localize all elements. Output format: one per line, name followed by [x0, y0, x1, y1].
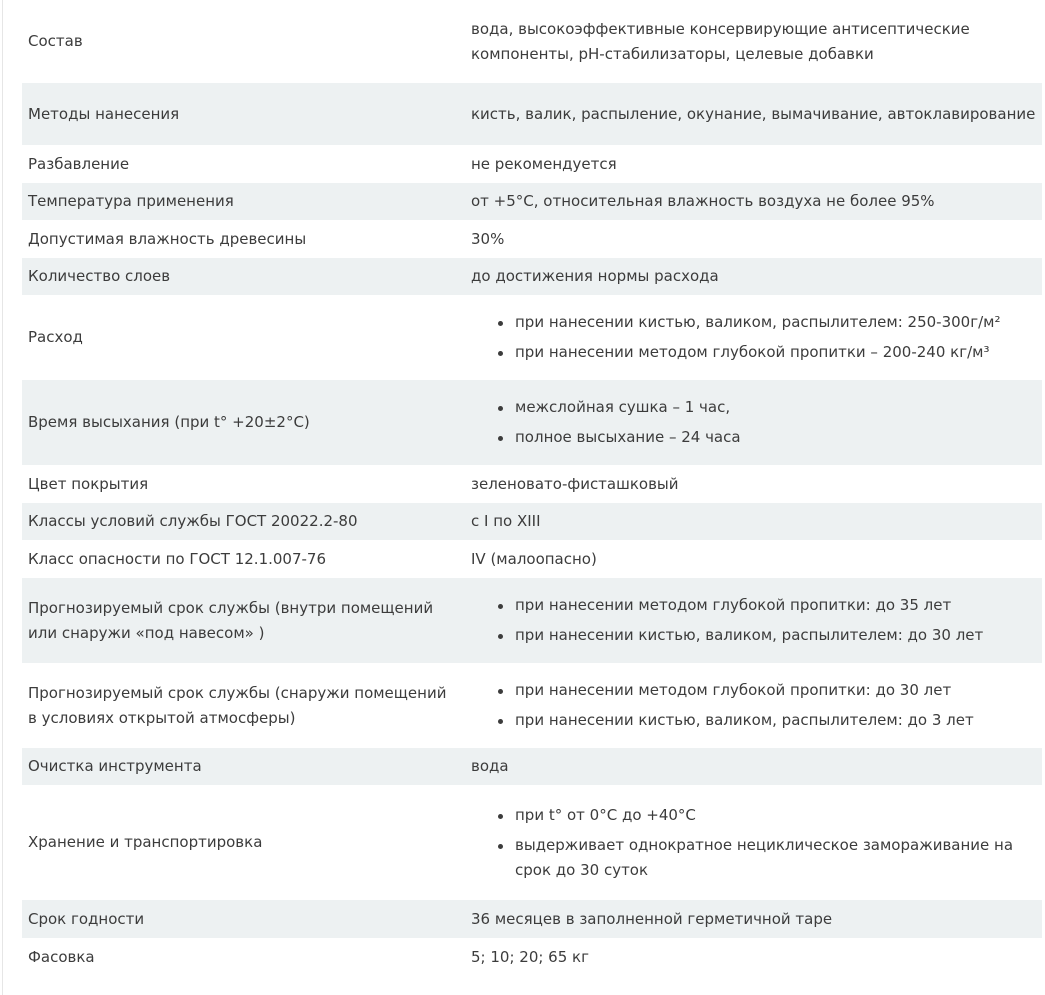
list-item-text: при нанесении методом глубокой пропитки: до 30 лет: [515, 681, 952, 699]
spec-table-body: [22, 0, 1042, 976]
spec-value: с I по XIII: [465, 503, 1042, 540]
bullet-icon: [498, 689, 503, 694]
spec-value: кисть, валик, распыление, окунание, вымачивание, автоклавирование: [465, 83, 1042, 145]
bullet-icon: [498, 406, 503, 411]
bullet-icon: [498, 436, 503, 441]
list-item: [515, 678, 1036, 703]
list-item: [515, 708, 1036, 733]
spec-value: от +5°С, относительная влажность воздуха не более 95%: [465, 183, 1042, 220]
list-item-text: при нанесении кистью, валиком, распылителем: до 30 лет: [515, 626, 984, 644]
bullet-icon: [498, 321, 503, 326]
spec-row-dilution: [22, 145, 1042, 183]
spec-row-composition: [22, 0, 1042, 83]
spec-row-tool-cleaning: [22, 748, 1042, 785]
spec-row-application-temperature: [22, 183, 1042, 220]
spec-row-hazard-class: [22, 540, 1042, 578]
list-item: [515, 593, 1036, 618]
spec-row-storage-transport: [22, 785, 1042, 900]
spec-value: 5; 10; 20; 65 кг: [471, 947, 589, 966]
list-item-text: при нанесении кистью, валиком, распылителем: до 3 лет: [515, 711, 974, 729]
list-item: [515, 395, 1036, 420]
spec-value: [465, 785, 1042, 900]
spec-row-coating-color: [22, 465, 1042, 503]
spec-label: Время высыхания (при t° +20±2°С): [22, 380, 465, 465]
spec-value: 36 месяцев в заполненной герметичной таре: [465, 900, 1042, 938]
spec-value: до достижения нормы расхода: [465, 258, 1042, 295]
list-item-text: при нанесении кистью, валиком, распылителем: 250-300г/м²: [515, 313, 1001, 331]
spec-value: IV (малоопасно): [471, 549, 597, 568]
bullet-list: [465, 593, 1036, 648]
spec-value: вода: [465, 748, 1042, 785]
spec-label: Состав: [28, 32, 83, 50]
spec-value: зеленовато-фисташковый: [471, 474, 679, 493]
bullet-icon: [498, 719, 503, 724]
spec-label: Срок годности: [22, 900, 465, 938]
spec-label: Допустимая влажность древесины: [28, 229, 307, 248]
spec-label: Класс опасности по ГОСТ 12.1.007-76: [28, 549, 327, 568]
spec-label: Температура применения: [22, 183, 465, 220]
spec-value: не рекомендуется: [471, 154, 617, 173]
bullet-icon: [498, 814, 503, 819]
list-item-text: выдерживает однократное нециклическое замораживание на срок до 30 суток: [515, 835, 1014, 879]
spec-row-service-life-outdoor: [22, 663, 1042, 748]
product-specifications-table: [22, 0, 1042, 976]
bullet-icon: [498, 844, 503, 849]
spec-label: Количество слоев: [22, 258, 465, 295]
spec-label: Методы нанесения: [22, 83, 465, 145]
list-item: [515, 425, 1036, 450]
spec-row-wood-moisture: [22, 220, 1042, 258]
spec-label: Цвет покрытия: [28, 474, 149, 493]
spec-row-drying-time: [22, 380, 1042, 465]
spec-label: Фасовка: [28, 947, 95, 966]
spec-label: Хранение и транспортировка: [28, 833, 263, 851]
spec-label: Очистка инструмента: [22, 748, 465, 785]
spec-row-layer-count: [22, 258, 1042, 295]
page-border: [2, 0, 3, 995]
bullet-list: [465, 803, 1036, 883]
list-item-text: при t° от 0°С до +40°С: [515, 805, 696, 824]
bullet-icon: [498, 604, 503, 609]
spec-value: [465, 663, 1042, 748]
spec-value: [465, 380, 1042, 465]
spec-label: Прогнозируемый срок службы (снаружи помещений в условиях открытой атмосферы): [28, 683, 447, 727]
list-item-text: межслойная сушка – 1 час,: [515, 398, 731, 416]
list-item: [515, 310, 1036, 335]
spec-value: 30%: [471, 229, 505, 248]
spec-row-service-life-indoor: [22, 578, 1042, 663]
list-item: [515, 803, 1036, 828]
spec-label: Расход: [28, 328, 83, 346]
list-item-text: при нанесении методом глубокой пропитки – 200-240 кг/м³: [515, 343, 990, 361]
spec-label: Разбавление: [28, 154, 130, 173]
bullet-list: [465, 395, 1036, 450]
spec-label: Классы условий службы ГОСТ 20022.2-80: [22, 503, 465, 540]
bullet-icon: [498, 351, 503, 356]
spec-value: [465, 578, 1042, 663]
spec-row-packaging: [22, 938, 1042, 976]
list-item: [515, 623, 1036, 648]
bullet-list: [465, 310, 1036, 365]
spec-label: Прогнозируемый срок службы (внутри помещений или снаружи «под навесом» ): [22, 578, 465, 663]
spec-row-application-methods: [22, 83, 1042, 145]
spec-value: вода, высокоэффективные консервирующие антисептические компоненты, рН-стабилизаторы, целевые добавки: [471, 19, 970, 63]
spec-row-service-classes: [22, 503, 1042, 540]
list-item-text: полное высыхание – 24 часа: [515, 428, 741, 446]
spec-row-shelf-life: [22, 900, 1042, 938]
bullet-list: [465, 678, 1036, 733]
spec-value: [465, 295, 1042, 380]
list-item: [515, 833, 1036, 883]
list-item: [515, 340, 1036, 365]
list-item-text: при нанесении методом глубокой пропитки: до 35 лет: [515, 596, 952, 614]
spec-row-consumption: [22, 295, 1042, 380]
bullet-icon: [498, 634, 503, 639]
